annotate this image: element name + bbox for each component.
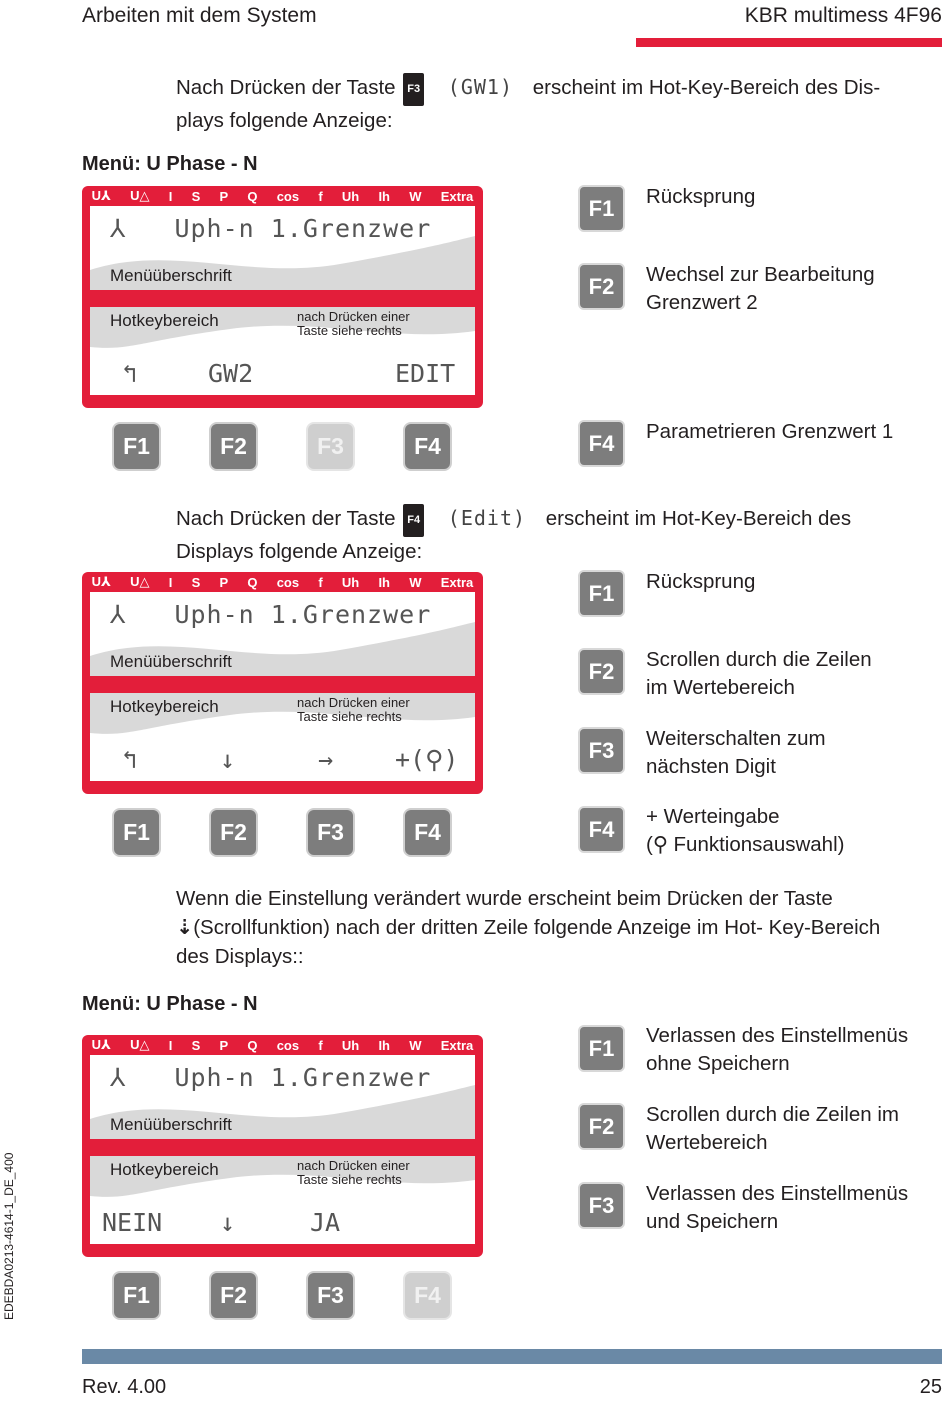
label-extra: Extra: [440, 188, 474, 204]
hotkey-f1: NEIN: [102, 1208, 163, 1237]
intro-text: erscheint im Hot-Key-Bereich des: [545, 507, 852, 530]
hotkey-row: [90, 1208, 475, 1238]
hotkey-f4: EDIT: [395, 359, 456, 388]
intro-text: Displays folgende Anzeige:: [176, 540, 423, 563]
label-s: S: [191, 188, 201, 204]
hotkey-note: nach Drücken einer Taste siehe rechts: [297, 1158, 410, 1187]
intro-paragraph-1: [176, 73, 936, 135]
desc-key-f4: F4: [578, 420, 625, 467]
lcd-line-1: ⅄ Uph-n 1.Grenzwer: [110, 600, 432, 629]
desc-key-f1: F1: [578, 1025, 625, 1072]
hotkey-f2: ↓: [220, 745, 236, 774]
desc-text: Verlassen des Einstellmenüs und Speichern: [646, 1182, 909, 1233]
desc-key-f1: F1: [578, 570, 625, 617]
display-top-labels: U⅄ U△ I S P Q cos f Uh Ih W Extra: [91, 1037, 474, 1053]
lcd-inline-text: (GW1): [447, 75, 514, 99]
hotkey-f3: →: [318, 745, 334, 774]
intro-paragraph-2: [176, 504, 936, 566]
key-badge-f4: F4: [403, 504, 424, 537]
device-display: [82, 572, 483, 794]
footer-bar: [82, 1349, 942, 1364]
f3-key-disabled: F3: [306, 422, 355, 471]
hotkey-f3: JA: [310, 1208, 341, 1237]
lcd-line-1: ⅄ Uph-n 1.Grenzwer: [110, 214, 432, 243]
hotkey-area-label: Hotkeybereich: [110, 697, 219, 716]
desc-key-f3: F3: [578, 727, 625, 774]
header-accent-bar: [636, 38, 942, 47]
document-code: EDEBDA0213-4614-1_DE_400: [2, 1152, 16, 1320]
intro-text: plays folgende Anzeige:: [176, 109, 393, 132]
f1-key[interactable]: F1: [112, 422, 161, 471]
desc-text: Wechsel zur Bearbeitung Grenzwert 2: [646, 263, 875, 314]
hotkey-f2: ↓: [220, 1208, 236, 1237]
display-menu-area: [90, 1055, 475, 1139]
lcd-line-1: ⅄ Uph-n 1.Grenzwer: [110, 1063, 432, 1092]
desc-text: Verlassen des Einstellmenüs ohne Speichern: [646, 1024, 909, 1075]
display-top-labels: U⅄ U△ I S P Q cos f Uh Ih W Extra: [91, 574, 474, 590]
label-cos: cos: [276, 188, 300, 204]
desc-key-f2: F2: [578, 648, 625, 695]
label-ih: Ih: [378, 188, 390, 204]
hotkey-note: nach Drücken einer Taste siehe rechts: [297, 309, 410, 338]
display-hotkey-area: [90, 693, 475, 781]
page-number: 25: [919, 1376, 942, 1398]
desc-key-f4: F4: [578, 806, 625, 853]
key-badge-f3: F3: [403, 73, 424, 106]
desc-key-f2: F2: [578, 1103, 625, 1150]
f4-key-disabled: F4: [403, 1271, 452, 1320]
desc-text: Scrollen durch die Zeilen im Wertebereich: [646, 1103, 899, 1154]
f4-key[interactable]: F4: [403, 422, 452, 471]
desc-text: Rücksprung: [646, 570, 756, 593]
footer-revision: Rev. 4.00: [82, 1376, 167, 1398]
intro-text: Nach Drücken der Taste: [176, 76, 396, 99]
hotkey-area-label: Hotkeybereich: [110, 1160, 219, 1179]
header-product-name: KBR multimess 4F96: [744, 4, 942, 27]
f4-key[interactable]: F4: [403, 808, 452, 857]
menu-title: Menü: U Phase - N: [82, 993, 258, 1015]
desc-key-f1: F1: [578, 185, 625, 232]
f2-key[interactable]: F2: [209, 1271, 258, 1320]
f1-key[interactable]: F1: [112, 808, 161, 857]
hotkey-note: nach Drücken einer Taste siehe rechts: [297, 695, 410, 724]
device-display: [82, 186, 483, 408]
label-q: Q: [247, 188, 258, 204]
label-f: f: [318, 188, 323, 204]
scroll-down-icon: ⇣: [176, 916, 194, 939]
f2-key[interactable]: F2: [209, 422, 258, 471]
label-p: P: [219, 188, 229, 204]
display-top-labels: [82, 186, 483, 206]
f3-key[interactable]: F3: [306, 808, 355, 857]
f3-key[interactable]: F3: [306, 1271, 355, 1320]
desc-text: Parametrieren Grenzwert 1: [646, 420, 894, 443]
desc-text: Scrollen durch die Zeilen im Wertebereich: [646, 648, 872, 699]
f1-key[interactable]: F1: [112, 1271, 161, 1320]
hotkey-row: [90, 745, 475, 775]
desc-text: Weiterschalten zum nächsten Digit: [646, 727, 826, 778]
f2-key[interactable]: F2: [209, 808, 258, 857]
lcd-inline-text: (Edit): [447, 506, 527, 530]
display-menu-area: [90, 206, 475, 290]
menu-heading-label: Menüüberschrift: [110, 652, 232, 671]
label-u-delta: U△: [130, 188, 150, 203]
device-display: [82, 1035, 483, 1257]
display-hotkey-area: [90, 1156, 475, 1244]
menu-heading-label: Menüüberschrift: [110, 1115, 232, 1134]
hotkey-f4: +(⚲): [395, 745, 459, 774]
desc-text: + Werteingabe (⚲ Funktionsauswahl): [646, 805, 845, 856]
desc-key-f3: F3: [578, 1182, 625, 1229]
hotkey-row: [90, 359, 475, 389]
intro-text: erscheint im Hot-Key-Bereich des Dis-: [532, 76, 881, 99]
display-menu-area: [90, 592, 475, 676]
header-section-title: Arbeiten mit dem System: [82, 4, 317, 27]
display-hotkey-area: [90, 307, 475, 395]
hotkey-f1: ↰: [122, 359, 138, 388]
hotkey-f1: ↰: [122, 745, 138, 774]
hotkey-f2: GW2: [208, 359, 254, 388]
label-i: I: [168, 188, 173, 204]
desc-key-f2: F2: [578, 263, 625, 310]
label-uh: Uh: [341, 188, 360, 204]
intro-paragraph-3: Wenn die Einstellung verändert wurde erscheint beim Drücken der Taste ⇣(Scrollfunktion) nach der dritten Zeile folgende Anzeige im Hot- Key-Bereich des Displays::: [176, 887, 881, 968]
menu-heading-label: Menüüberschrift: [110, 266, 232, 285]
intro-text: Nach Drücken der Taste: [176, 507, 396, 530]
label-u-star: U⅄: [91, 188, 111, 203]
menu-title: Menü: U Phase - N: [82, 153, 258, 175]
desc-text: Rücksprung: [646, 185, 756, 208]
label-w: W: [409, 188, 422, 204]
hotkey-area-label: Hotkeybereich: [110, 311, 219, 330]
